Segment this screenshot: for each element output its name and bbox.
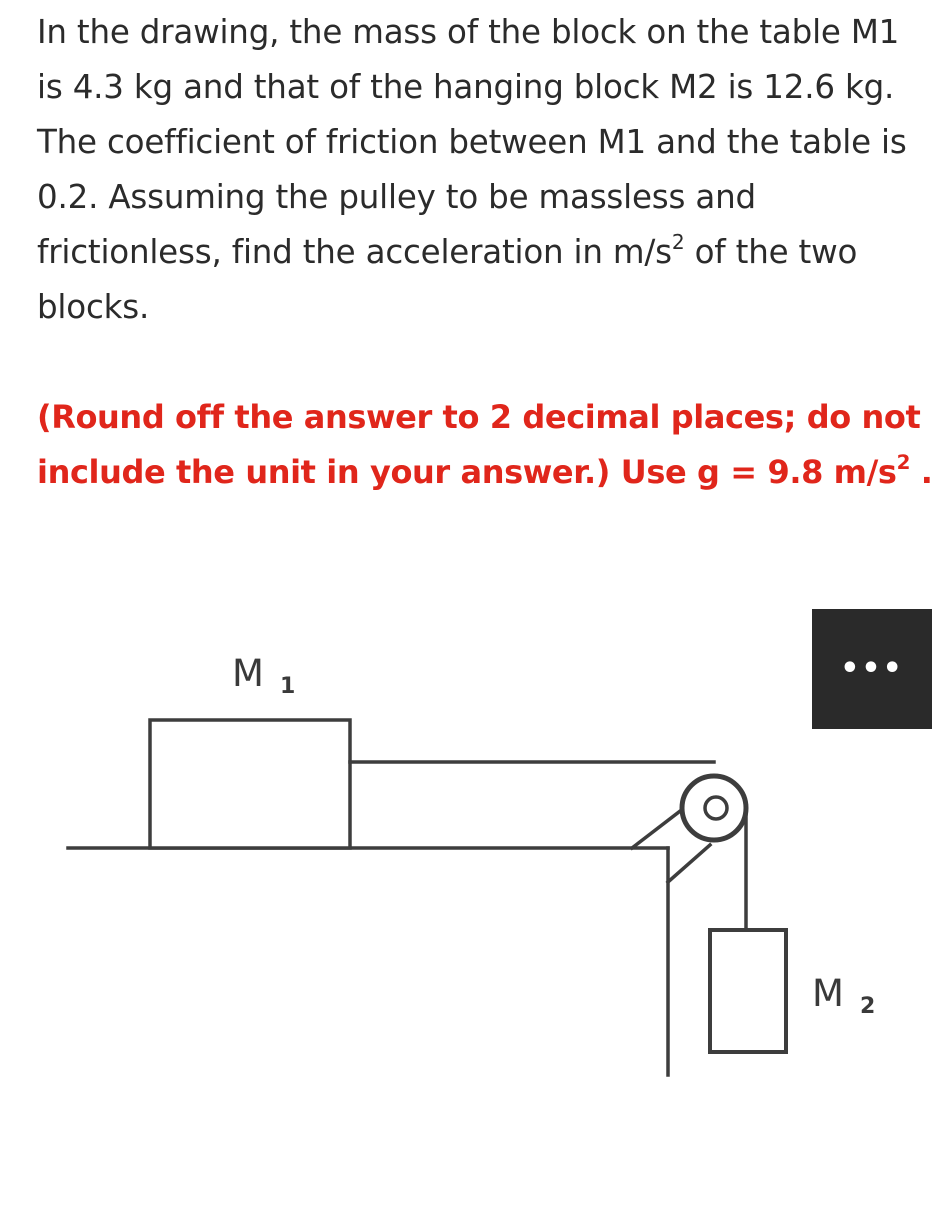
more-horizontal-icon: •••: [840, 651, 904, 686]
instruction-text-main: (Round off the answer to 2 decimal places; do not include the unit in your answer.) Use g = 9.8 m/s: [37, 398, 921, 491]
pulley-bracket-upper: [632, 805, 688, 848]
m1-label: M: [232, 652, 264, 695]
block-m1: [150, 720, 350, 848]
m2-subscript: 2: [860, 994, 876, 1019]
pulley-diagram: [0, 600, 948, 1100]
instruction-text-end: .: [909, 453, 933, 491]
question-text: [37, 5, 927, 335]
pulley-bracket-lower: [668, 845, 710, 882]
question-text-end: of the two blocks.: [37, 233, 858, 326]
instruction-exponent: 2: [896, 451, 910, 475]
question-exponent: 2: [671, 229, 685, 254]
more-options-button[interactable]: [812, 609, 932, 729]
m2-label: M: [812, 972, 844, 1015]
m1-subscript: 1: [280, 674, 296, 699]
pulley-wheel: [682, 776, 746, 840]
rounding-instruction: [37, 390, 937, 500]
question-text-main: In the drawing, the mass of the block on the table M1 is 4.3 kg and that of the hanging block M2 is 12.6 kg. The coefficient of friction between M1 and the table is 0.2. Assuming the pulley to be massless and frictionless, find the acceleration in m/s: [37, 13, 907, 271]
block-m2: [710, 930, 786, 1052]
